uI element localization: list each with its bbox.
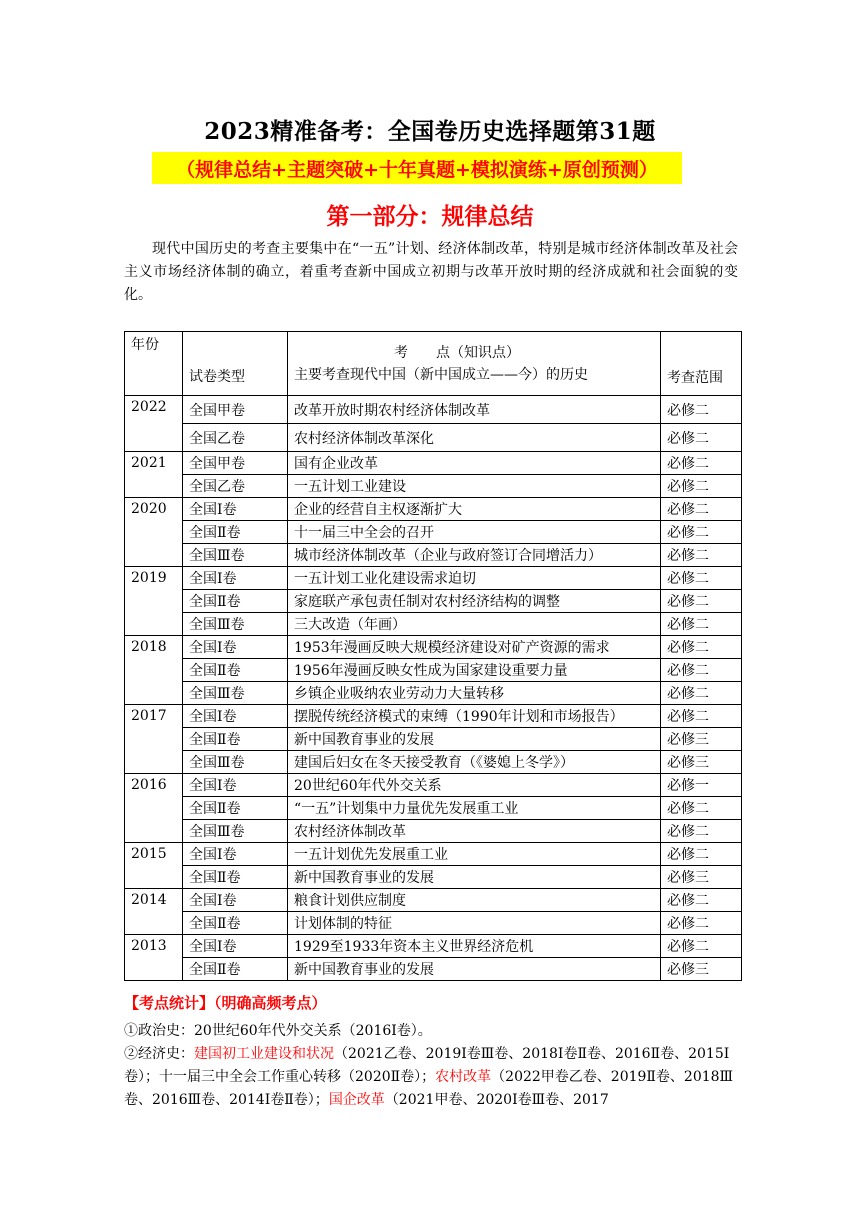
table-row (125, 728, 742, 751)
range-cell: 必修一 (661, 774, 742, 797)
header-point-line2: 主要考查现代中国（新中国成立——今）的历史 (294, 366, 588, 383)
subtitle-banner: （规律总结+主题突破+十年真题+模拟演练+原创预测） (152, 152, 682, 184)
range-cell: 必修三 (661, 751, 742, 774)
point-cell: 建国后妇女在冬天接受教育（《婆媳上冬学》） (288, 751, 661, 774)
table-row (125, 751, 742, 774)
type-cell: 全国Ⅱ卷 (183, 590, 288, 613)
point-cell: 改革开放时期农村经济体制改革 (288, 396, 661, 424)
point-cell: 1929至1933年资本主义世界经济危机 (288, 935, 661, 958)
table-row (125, 866, 742, 889)
table-row (125, 843, 742, 866)
point-cell: 家庭联产承包责任制对农村经济结构的调整 (288, 590, 661, 613)
table-row (125, 935, 742, 958)
type-cell: 全国Ⅲ卷 (183, 544, 288, 567)
type-cell: 全国Ⅰ卷 (183, 843, 288, 866)
range-cell: 必修二 (661, 912, 742, 935)
table-row (125, 567, 742, 590)
range-cell: 必修二 (661, 705, 742, 728)
year-cell: 2022 (125, 396, 183, 452)
year-cell: 2015 (125, 843, 183, 889)
year-cell: 2021 (125, 452, 183, 498)
point-cell: 农村经济体制改革 (288, 820, 661, 843)
type-cell: 全国乙卷 (183, 475, 288, 498)
range-cell: 必修二 (661, 935, 742, 958)
stats-econ-text3: （2021甲卷、2020Ⅰ卷Ⅲ卷、2017 (384, 1092, 609, 1108)
stats-highlight-industry: 建国初工业建设和状况 (194, 1046, 334, 1062)
stats-highlight-soe: 国企改革 (328, 1092, 385, 1108)
header-point (288, 332, 661, 396)
type-cell: 全国Ⅰ卷 (183, 498, 288, 521)
table-row (125, 544, 742, 567)
year-cell: 2013 (125, 935, 183, 981)
type-cell: 全国Ⅲ卷 (183, 682, 288, 705)
point-cell: 农村经济体制改革深化 (288, 424, 661, 452)
type-cell: 全国Ⅰ卷 (183, 889, 288, 912)
point-cell: 1956年漫画反映女性成为国家建设重要力量 (288, 659, 661, 682)
type-cell: 全国甲卷 (183, 396, 288, 424)
point-cell: 企业的经营自主权逐渐扩大 (288, 498, 661, 521)
year-cell: 2014 (125, 889, 183, 935)
type-cell: 全国Ⅲ卷 (183, 751, 288, 774)
point-cell: 新中国教育事业的发展 (288, 958, 661, 981)
point-cell: 新中国教育事业的发展 (288, 866, 661, 889)
table-row (125, 659, 742, 682)
table-row (125, 452, 742, 475)
point-cell: 20世纪60年代外交关系 (288, 774, 661, 797)
year-cell: 2017 (125, 705, 183, 774)
range-cell: 必修二 (661, 797, 742, 820)
range-cell: 必修二 (661, 498, 742, 521)
range-cell: 必修二 (661, 613, 742, 636)
point-cell: 粮食计划供应制度 (288, 889, 661, 912)
type-cell: 全国Ⅱ卷 (183, 521, 288, 544)
type-cell: 全国Ⅰ卷 (183, 774, 288, 797)
header-type: 试卷类型 (183, 332, 288, 396)
type-cell: 全国Ⅱ卷 (183, 797, 288, 820)
range-cell: 必修二 (661, 396, 742, 424)
year-cell: 2018 (125, 636, 183, 705)
table-row (125, 396, 742, 424)
header-range: 考查范围 (661, 332, 742, 396)
point-cell: 一五计划工业建设 (288, 475, 661, 498)
range-cell: 必修三 (661, 958, 742, 981)
stats-highlight-rural: 农村改革 (435, 1069, 492, 1085)
table-header-row (125, 332, 742, 396)
type-cell: 全国Ⅰ卷 (183, 935, 288, 958)
table-row (125, 774, 742, 797)
table-row (125, 889, 742, 912)
type-cell: 全国Ⅲ卷 (183, 613, 288, 636)
point-cell: 摆脱传统经济模式的束缚（1990年计划和市场报告） (288, 705, 661, 728)
type-cell: 全国Ⅱ卷 (183, 659, 288, 682)
table-row (125, 958, 742, 981)
table-row (125, 636, 742, 659)
stats-body (124, 1020, 738, 1112)
type-cell: 全国Ⅲ卷 (183, 820, 288, 843)
table-row (125, 498, 742, 521)
stats-econ-text2: （2022甲卷乙卷、2019Ⅱ卷、2018Ⅲ卷、2016Ⅲ卷、2014Ⅰ卷Ⅱ卷）； (124, 1069, 734, 1108)
header-point-line1: 考 点（知识点） (394, 344, 520, 361)
header-year (125, 332, 183, 396)
type-cell: 全国乙卷 (183, 424, 288, 452)
table-row (125, 820, 742, 843)
table-row (125, 475, 742, 498)
point-cell: “一五”计划集中力量优先发展重工业 (288, 797, 661, 820)
stats-politics: ①政治史：20世纪60年代外交关系（2016Ⅰ卷）。 (124, 1023, 432, 1039)
type-cell: 全国Ⅱ卷 (183, 912, 288, 935)
table-row (125, 613, 742, 636)
stats-heading: 【考点统计】（明确高频考点） (124, 994, 327, 1012)
range-cell: 必修二 (661, 544, 742, 567)
point-cell: 三大改造（年画） (288, 613, 661, 636)
range-cell: 必修二 (661, 567, 742, 590)
table-row (125, 912, 742, 935)
range-cell: 必修二 (661, 452, 742, 475)
year-cell: 2019 (125, 567, 183, 636)
table-row (125, 590, 742, 613)
point-cell: 城市经济体制改革（企业与政府签订合同增活力） (288, 544, 661, 567)
table-row (125, 705, 742, 728)
point-cell: 一五计划优先发展重工业 (288, 843, 661, 866)
point-cell: 一五计划工业化建设需求迫切 (288, 567, 661, 590)
type-cell: 全国Ⅱ卷 (183, 866, 288, 889)
range-cell: 必修三 (661, 866, 742, 889)
range-cell: 必修二 (661, 682, 742, 705)
stats-econ-text1: （2021乙卷、2019Ⅰ卷Ⅲ卷、2018Ⅰ卷Ⅱ卷、2016Ⅱ卷、2015Ⅰ卷）；十一届三中全会工作重心转移（2020Ⅱ卷）； (124, 1046, 730, 1085)
type-cell: 全国Ⅰ卷 (183, 705, 288, 728)
table-row (125, 424, 742, 452)
table-row (125, 797, 742, 820)
year-cell: 2020 (125, 498, 183, 567)
range-cell: 必修二 (661, 424, 742, 452)
range-cell: 必修二 (661, 843, 742, 866)
range-cell: 必修二 (661, 521, 742, 544)
year-cell: 2016 (125, 774, 183, 843)
exam-table (124, 331, 742, 981)
table-row (125, 521, 742, 544)
point-cell: 新中国教育事业的发展 (288, 728, 661, 751)
range-cell: 必修二 (661, 590, 742, 613)
range-cell: 必修三 (661, 728, 742, 751)
range-cell: 必修二 (661, 636, 742, 659)
type-cell: 全国Ⅰ卷 (183, 636, 288, 659)
type-cell: 全国Ⅱ卷 (183, 728, 288, 751)
type-cell: 全国Ⅰ卷 (183, 567, 288, 590)
point-cell: 十一届三中全会的召开 (288, 521, 661, 544)
range-cell: 必修二 (661, 659, 742, 682)
point-cell: 乡镇企业吸纳农业劳动力大量转移 (288, 682, 661, 705)
stats-econ-label: ②经济史： (124, 1046, 194, 1062)
range-cell: 必修二 (661, 475, 742, 498)
intro-paragraph: 现代中国历史的考查主要集中在“一五”计划、经济体制改革，特别是城市经济体制改革及社会主义市场经济体制的确立，着重考查新中国成立初期与改革开放时期的经济成就和社会面貌的变化。 (124, 241, 738, 303)
point-cell: 计划体制的特征 (288, 912, 661, 935)
stats-economics (124, 1043, 738, 1112)
type-cell: 全国甲卷 (183, 452, 288, 475)
type-cell: 全国Ⅱ卷 (183, 958, 288, 981)
page-title: 2023精准备考：全国卷历史选择题第31题 (204, 118, 656, 145)
table-row (125, 682, 742, 705)
point-cell: 1953年漫画反映大规模经济建设对矿产资源的需求 (288, 636, 661, 659)
range-cell: 必修二 (661, 820, 742, 843)
range-cell: 必修二 (661, 889, 742, 912)
section-title: 第一部分：规律总结 (326, 203, 534, 230)
header-year-label: 年份 (131, 337, 159, 353)
point-cell: 国有企业改革 (288, 452, 661, 475)
